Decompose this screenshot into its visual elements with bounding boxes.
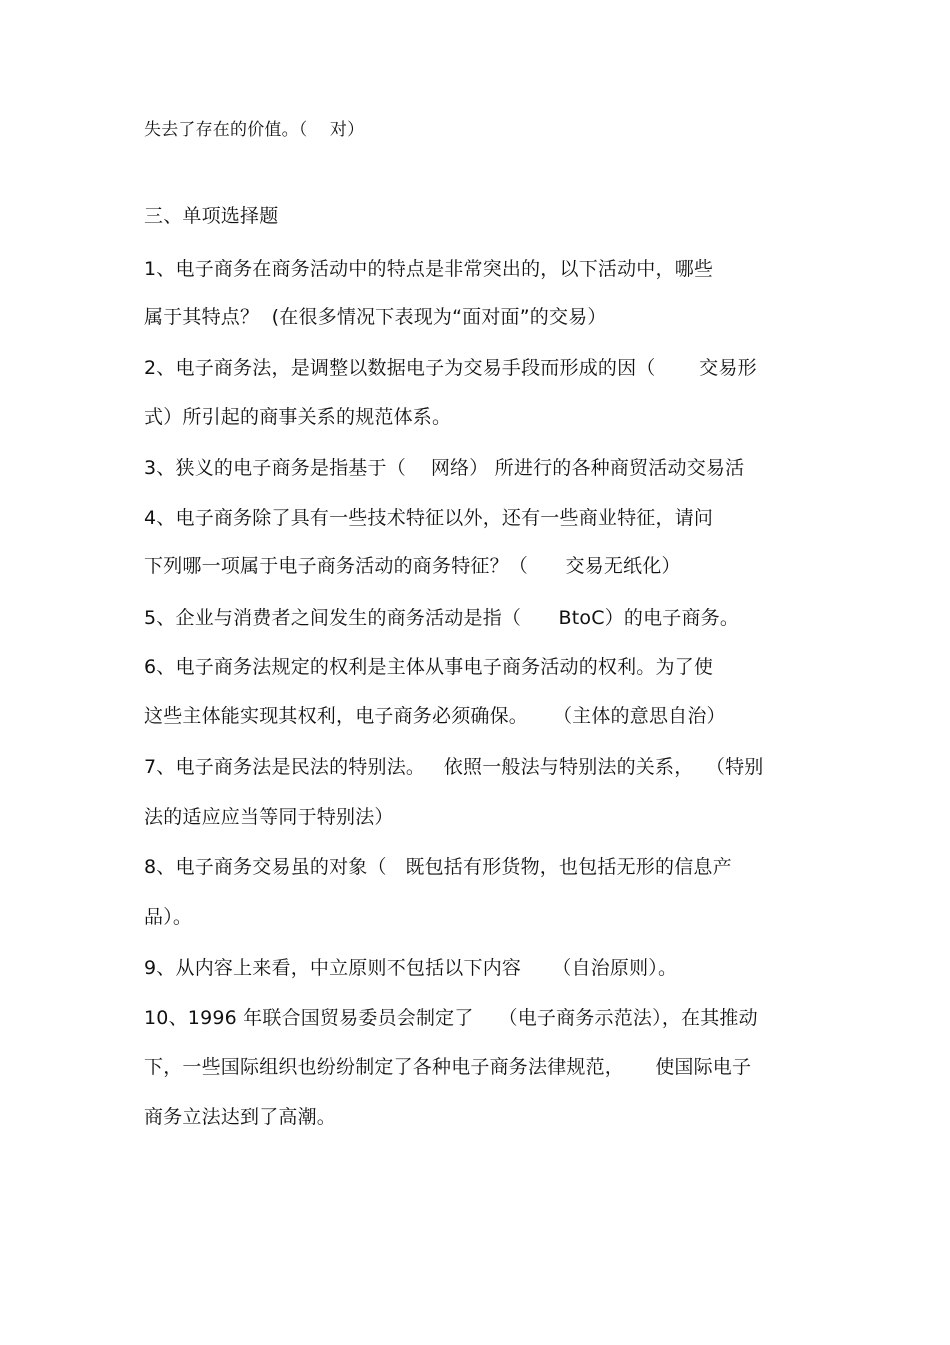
question-6-line-2: 这些主体能实现其权利，电子商务必须确保。 （主体的意思自治）: [144, 705, 726, 727]
question-10-line-2: 下，一些国际组织也纷纷制定了各种电子商务法律规范， 使国际电子: [144, 1056, 752, 1078]
question-7-line-2: 法的适应应当等同于特别法）: [144, 806, 394, 828]
question-2-line-1: 2、电子商务法，是调整以数据电子为交易手段而形成的因（ 交易形: [144, 357, 757, 379]
text-line-continuation: 失去了存在的价值。（ 对）: [144, 120, 365, 140]
question-8-line-2: 品）。: [144, 906, 193, 928]
question-4-line-1: 4、电子商务除了具有一些技术特征以外，还有一些商业特征，请问: [144, 507, 714, 529]
question-7-line-1: 7、电子商务法是民法的特别法。 依照一般法与特别法的关系， （特别: [144, 756, 764, 778]
question-2-line-2: 式）所引起的商事关系的规范体系。: [144, 406, 452, 428]
question-6-line-1: 6、电子商务法规定的权利是主体从事电子商务活动的权利。为了使: [144, 656, 714, 678]
question-1-line-1: 1、电子商务在商务活动中的特点是非常突出的，以下活动中，哪些: [144, 258, 714, 280]
question-1-line-2: 属于其特点？ (在很多情况下表现为“面对面”的交易）: [144, 306, 607, 328]
question-10-line-1: 10、1996 年联合国贸易委员会制定了 （电子商务示范法），在其推动: [144, 1007, 758, 1029]
question-5-line-1: 5、企业与消费者之间发生的商务活动是指（ BtoC）的电子商务。: [144, 607, 740, 629]
question-4-line-2: 下列哪一项属于电子商务活动的商务特征？（ 交易无纸化）: [144, 555, 681, 577]
section-heading: 三、单项选择题: [144, 205, 279, 227]
question-3-line-1: 3、狭义的电子商务是指基于（ 网络） 所进行的各种商贸活动交易活: [144, 457, 745, 479]
question-10-line-3: 商务立法达到了高潮。: [144, 1106, 337, 1128]
question-9-line-1: 9、从内容上来看，中立原则不包括以下内容 （自治原则）。: [144, 957, 678, 979]
question-8-line-1: 8、电子商务交易虽的对象（ 既包括有形货物，也包括无形的信息产: [144, 856, 732, 878]
